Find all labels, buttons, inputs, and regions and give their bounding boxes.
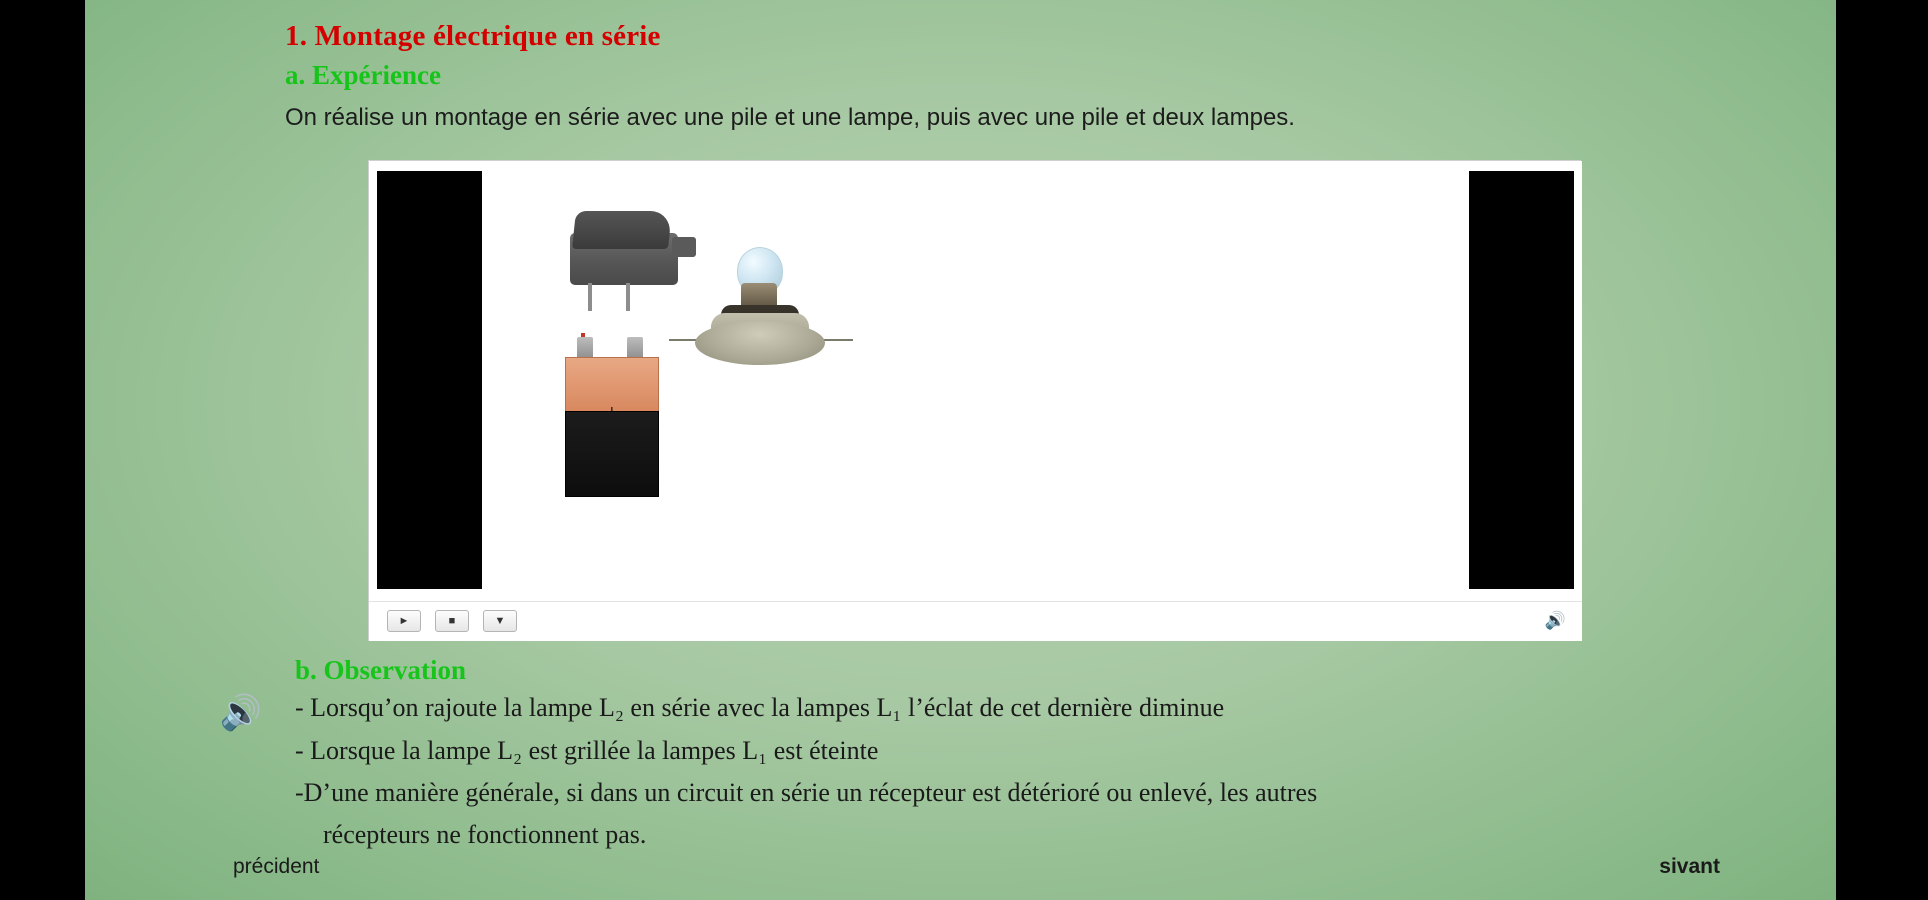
options-button[interactable]: ▼ xyxy=(483,610,517,632)
switch-rocker xyxy=(572,211,672,249)
battery-body xyxy=(565,411,659,497)
volume-icon[interactable]: 🔊 xyxy=(1544,611,1566,630)
next-button[interactable]: sivant xyxy=(1659,855,1720,878)
video-pillarbox-left xyxy=(377,171,482,589)
section-title-observation: b. Observation xyxy=(295,655,467,685)
switch-pin-right xyxy=(626,283,630,311)
stop-button[interactable]: ■ xyxy=(435,610,469,632)
left-letterbox-bar xyxy=(0,0,85,900)
right-letterbox-bar xyxy=(1836,0,1928,900)
intro-paragraph: On réalise un montage en série avec une pile et une lampe, puis avec une pile et deux lampes. xyxy=(285,104,1295,131)
play-button[interactable]: ► xyxy=(387,610,421,632)
battery-illustration xyxy=(565,333,665,513)
lamp-illustration xyxy=(681,247,841,377)
observation-line-1: - Lorsqu’on rajoute la lampe L₂ en série avec la lampes L₁ l’éclat de cet dernière diminue xyxy=(295,693,1225,722)
switch-pin-left xyxy=(588,283,592,311)
battery-terminal-negative xyxy=(577,337,593,359)
battery-terminal-positive xyxy=(627,337,643,359)
section-title-experience: a. Expérience xyxy=(285,60,441,90)
page-title: 1. Montage électrique en série xyxy=(285,20,661,52)
battery-top-label xyxy=(565,357,659,413)
video-pillarbox-right xyxy=(1469,171,1574,589)
slide-content xyxy=(85,0,1836,900)
switch-illustration xyxy=(564,211,686,291)
observation-line-2: - Lorsque la lampe L₂ est grillée la lampes L₁ est éteinte xyxy=(295,736,879,765)
video-viewport[interactable] xyxy=(369,161,1582,601)
video-player[interactable] xyxy=(368,160,1581,641)
video-controls[interactable] xyxy=(369,601,1582,641)
observation-line-4: récepteurs ne fonctionnent pas. xyxy=(323,820,647,849)
observation-line-3: -D’une manière générale, si dans un circuit en série un récepteur est détérioré ou enlevé, les autres xyxy=(295,778,1318,807)
lamp-socket-base xyxy=(695,321,825,365)
previous-button[interactable]: précident xyxy=(233,855,320,878)
slide-canvas xyxy=(85,0,1836,900)
speaker-icon[interactable]: 🔊 xyxy=(219,695,263,732)
